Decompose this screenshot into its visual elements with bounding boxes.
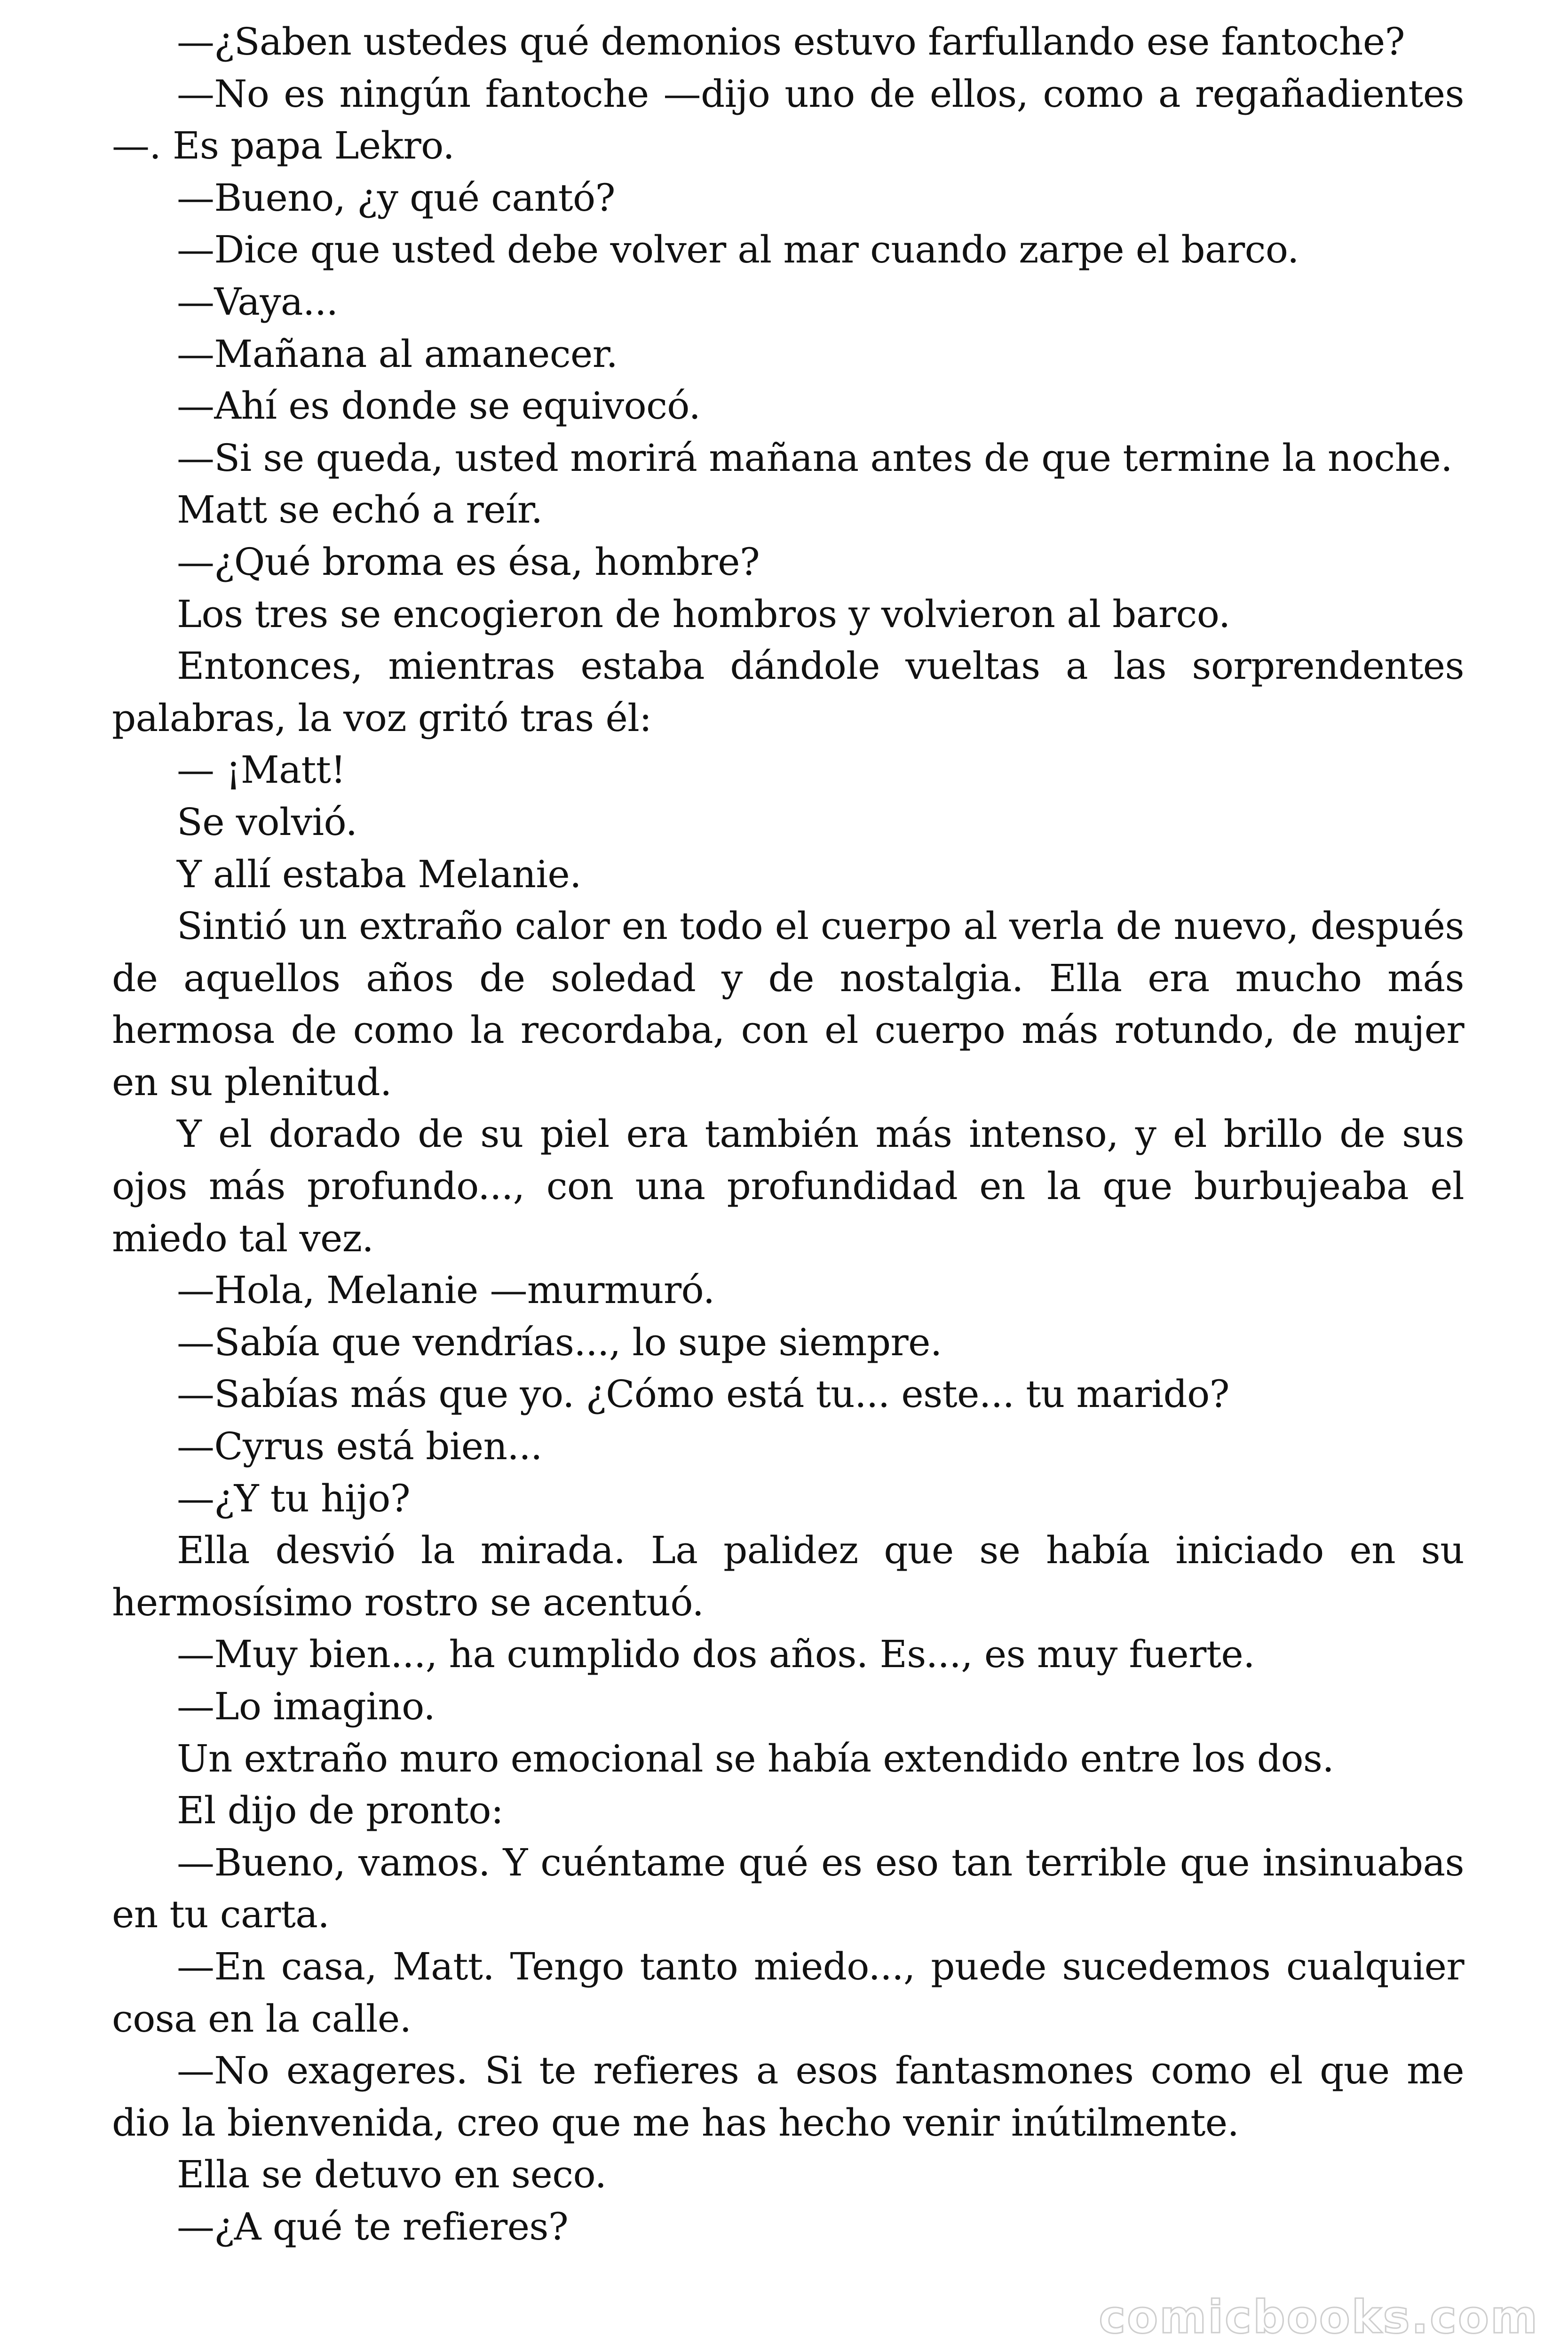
paragraph: —Hola, Melanie —murmuró. [177, 1268, 715, 1312]
paragraph: —Sabías más que yo. ¿Cómo está tu... este... tu marido? [177, 1372, 1229, 1416]
paragraph: —¿A qué te refieres? [177, 2204, 569, 2249]
paragraph: —Ahí es donde se equivocó. [177, 384, 701, 428]
paragraph: — ¡Matt! [177, 748, 346, 792]
paragraph: —Vaya... [177, 279, 338, 324]
paragraph: El dijo de pronto: [177, 1788, 504, 1833]
paragraph: Sintió un extraño calor en todo el cuerpo al verla de nuevo, después de aquellos años de soledad y de nostalgia. Ella era mucho más hermosa de como la recordaba, con el cuerpo más rotundo, de mujer en su plenitud. [112, 904, 1464, 1104]
paragraph: —Bueno, vamos. Y cuéntame qué es eso tan terrible que insinuabas en tu carta. [112, 1840, 1464, 1937]
paragraph: —No es ningún fantoche —dijo uno de ellos, como a regañadientes—. Es papa Lekro. [112, 72, 1464, 168]
paragraph: Y allí estaba Melanie. [177, 852, 581, 896]
paragraph: —Mañana al amanecer. [177, 332, 618, 376]
paragraph: —Si se queda, usted morirá mañana antes de que termine la noche. [177, 436, 1453, 480]
watermark: comicbooks.com [1099, 2291, 1539, 2344]
paragraph: Ella desvió la mirada. La palidez que se había iniciado en su hermosísimo rostro se acentuó. [112, 1528, 1464, 1624]
paragraph: —En casa, Matt. Tengo tanto miedo..., puede sucedemos cualquier cosa en la calle. [112, 1944, 1464, 2041]
paragraph: —Sabía que vendrías..., lo supe siempre. [177, 1320, 942, 1364]
paragraph: —Bueno, ¿y qué cantó? [177, 175, 615, 220]
paragraph: —Muy bien..., ha cumplido dos años. Es..., es muy fuerte. [177, 1632, 1255, 1677]
paragraph: —¿Y tu hijo? [177, 1476, 411, 1520]
paragraph: —No exageres. Si te refieres a esos fantasmones como el que me dio la bienvenida, creo que me has hecho venir inútilmente. [112, 2049, 1464, 2145]
paragraph: Un extraño muro emocional se había extendido entre los dos. [177, 1736, 1334, 1780]
paragraph: —¿Saben ustedes qué demonios estuvo farfullando ese fantoche? [177, 20, 1405, 64]
paragraph: Ella se detuvo en seco. [177, 2153, 607, 2197]
paragraph: —Lo imagino. [177, 1685, 436, 1728]
paragraph: —Cyrus está bien... [177, 1424, 542, 1469]
paragraph: Los tres se encogieron de hombros y volvieron al barco. [177, 592, 1230, 636]
paragraph: Se volvió. [177, 800, 357, 844]
paragraph: Entonces, mientras estaba dándole vueltas a las sorprendentes palabras, la voz gritó tras él: [112, 644, 1464, 740]
paragraph: Y el dorado de su piel era también más intenso, y el brillo de sus ojos más profundo..., con una profundidad en la que burbujeaba el miedo tal vez. [112, 1112, 1464, 1260]
paragraph: Matt se echó a reír. [177, 488, 543, 532]
paragraph: —Dice que usted debe volver al mar cuando zarpe el barco. [177, 228, 1299, 272]
paragraph: —¿Qué broma es ésa, hombre? [177, 540, 760, 584]
body-text [112, 16, 1464, 2253]
